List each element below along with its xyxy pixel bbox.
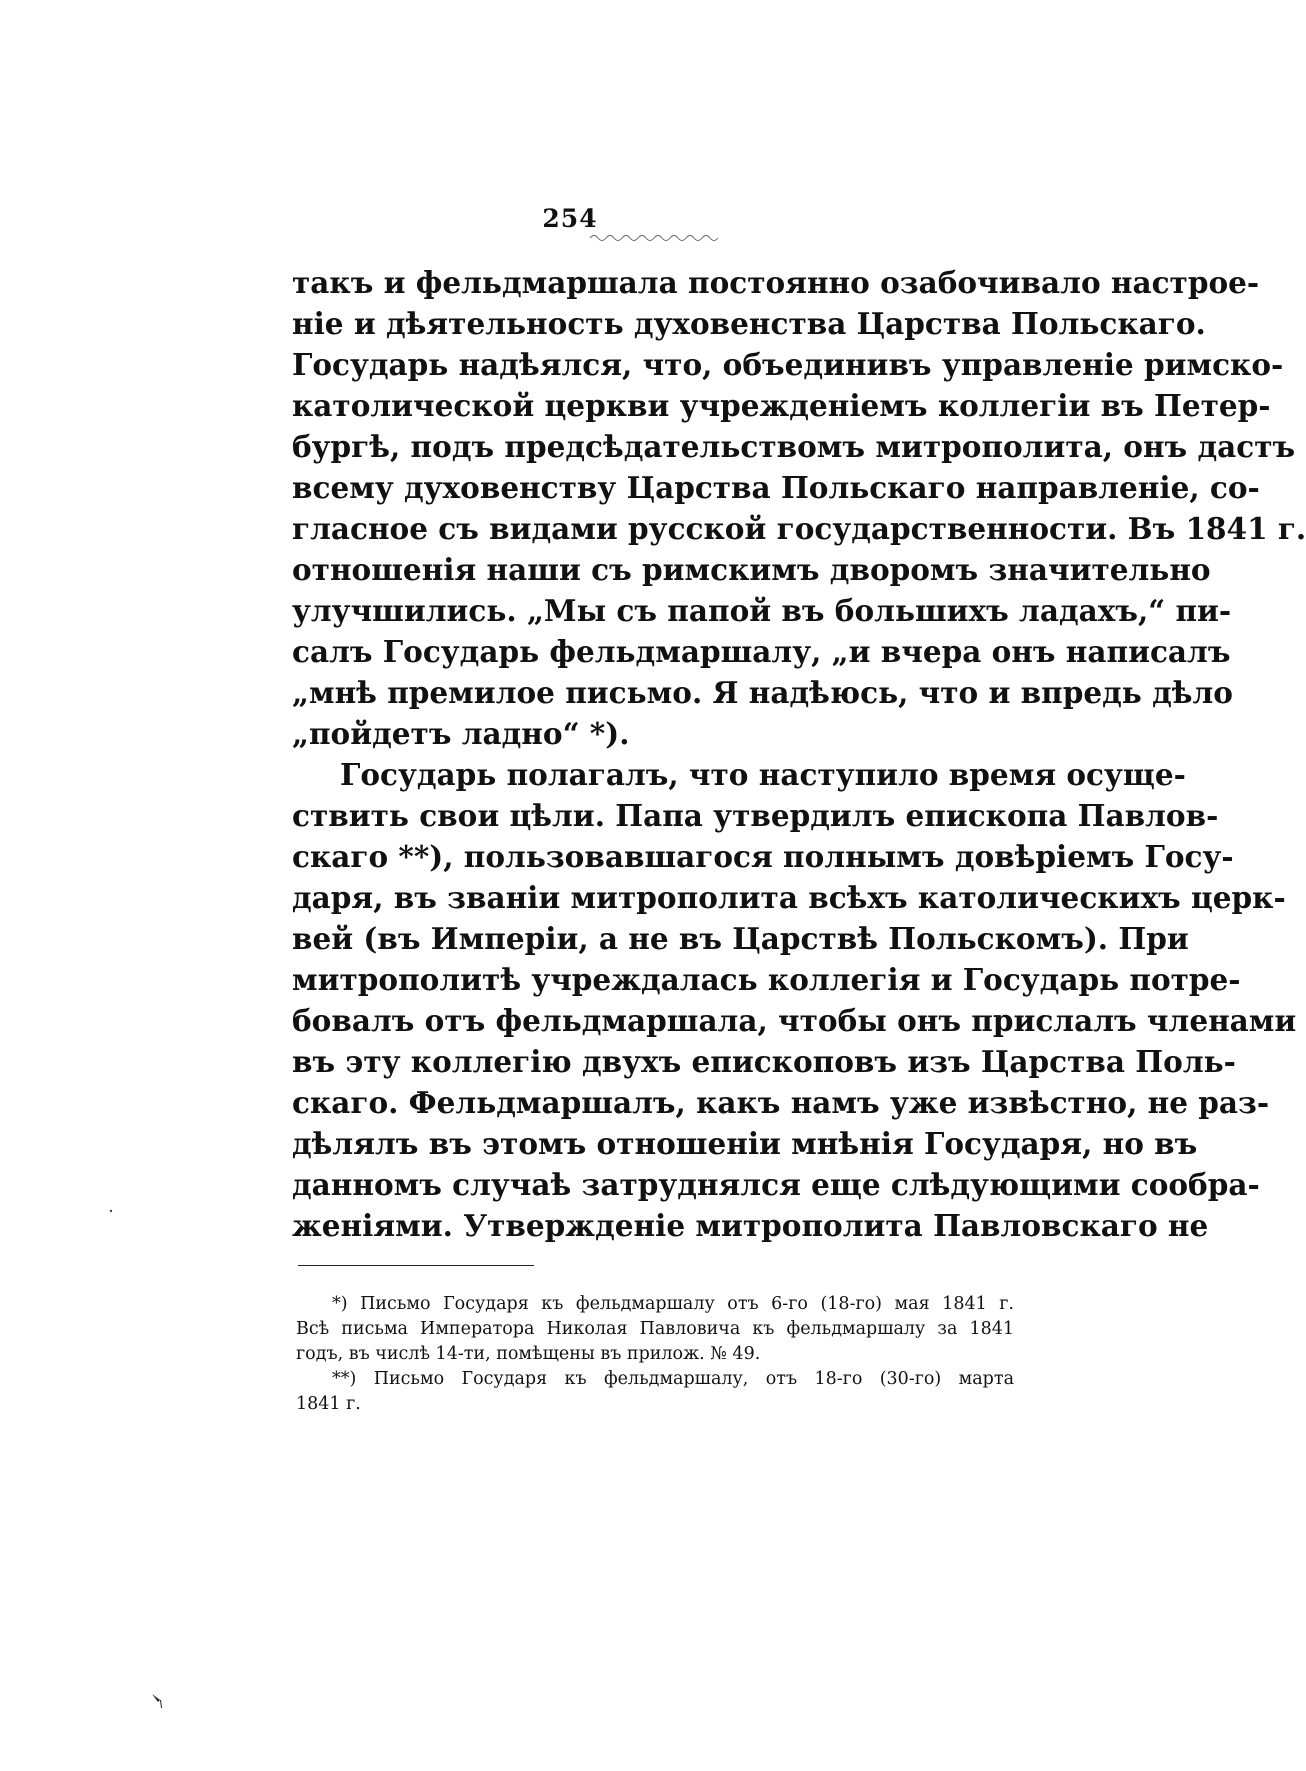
body-line: вей (въ Имперіи, а не въ Царствѣ Польскомъ). При	[292, 921, 1189, 956]
page-number: 254	[542, 204, 598, 233]
scan-dot-mark	[108, 1208, 114, 1214]
body-line: бовалъ отъ фельдмаршала, чтобы онъ прислалъ членами	[292, 1003, 1297, 1038]
body-line: католической церкви учрежденіемъ коллегіи въ Петер-	[292, 388, 1271, 423]
footnote-line: 1841 г.	[296, 1394, 361, 1414]
body-line: Государь полагалъ, что наступило время осуще-	[340, 757, 1186, 792]
body-line: ствить свои цѣли. Папа утвердилъ епископа Павлов-	[292, 798, 1219, 833]
body-line: данномъ случаѣ затруднялся еще слѣдующими сообра-	[292, 1167, 1260, 1202]
footnote-line: годъ, въ числѣ 14-ти, помѣщены въ прилож. № 49.	[296, 1344, 761, 1364]
body-line: ніе и дѣятельность духовенства Царства Польскаго.	[292, 306, 1206, 341]
page-number-ornament	[590, 232, 718, 240]
body-line: митрополитѣ учреждалась коллегія и Государь потре-	[292, 962, 1241, 997]
footnote-line: Всѣ письма Императора Николая Павловича къ фельдмаршалу за 1841	[296, 1319, 1014, 1339]
scan-speck-mark	[146, 1686, 176, 1716]
body-line: улучшились. „Мы съ папой въ большихъ ладахъ,“ пи-	[292, 593, 1232, 628]
footnote-line: **) Письмо Государя къ фельдмаршалу, отъ 18-го (30-го) марта	[332, 1369, 1014, 1389]
body-line: Государь надѣялся, что, объединивъ управленіе римско-	[292, 347, 1284, 382]
body-line: всему духовенству Царства Польскаго направленіе, со-	[292, 470, 1260, 505]
body-line: скаго **), пользовавшагося полнымъ довѣріемъ Госу-	[292, 839, 1234, 874]
body-line: „мнѣ премилое письмо. Я надѣюсь, что и впредь дѣло	[292, 675, 1233, 710]
body-line: „пойдетъ ладно“ *).	[292, 716, 630, 751]
body-line: бургѣ, подъ предсѣдательствомъ митрополита, онъ дастъ	[292, 429, 1296, 464]
body-line: отношенія наши съ римскимъ дворомъ значительно	[292, 552, 1211, 587]
footnote-separator	[298, 1265, 534, 1266]
body-line: салъ Государь фельдмаршалу, „и вчера онъ написалъ	[292, 634, 1231, 669]
body-text	[292, 262, 1306, 1246]
body-line: скаго. Фельдмаршалъ, какъ намъ уже извѣстно, не раз-	[292, 1085, 1270, 1120]
body-line: дѣлялъ въ этомъ отношеніи мнѣнія Государя, но въ	[292, 1126, 1198, 1161]
footnotes	[296, 1292, 1014, 1417]
body-line: такъ и фельдмаршала постоянно озабочивало настрое-	[292, 265, 1260, 300]
body-line: въ эту коллегію двухъ епископовъ изъ Царства Поль-	[292, 1044, 1236, 1079]
body-line: даря, въ званіи митрополита всѣхъ католическихъ церк-	[292, 880, 1286, 915]
body-line: женіями. Утвержденіе митрополита Павловскаго не	[292, 1208, 1209, 1243]
footnote-line: *) Письмо Государя къ фельдмаршалу отъ 6-го (18-го) мая 1841 г.	[332, 1294, 1014, 1314]
body-line: гласное съ видами русской государственности. Въ 1841 г.	[292, 511, 1306, 546]
